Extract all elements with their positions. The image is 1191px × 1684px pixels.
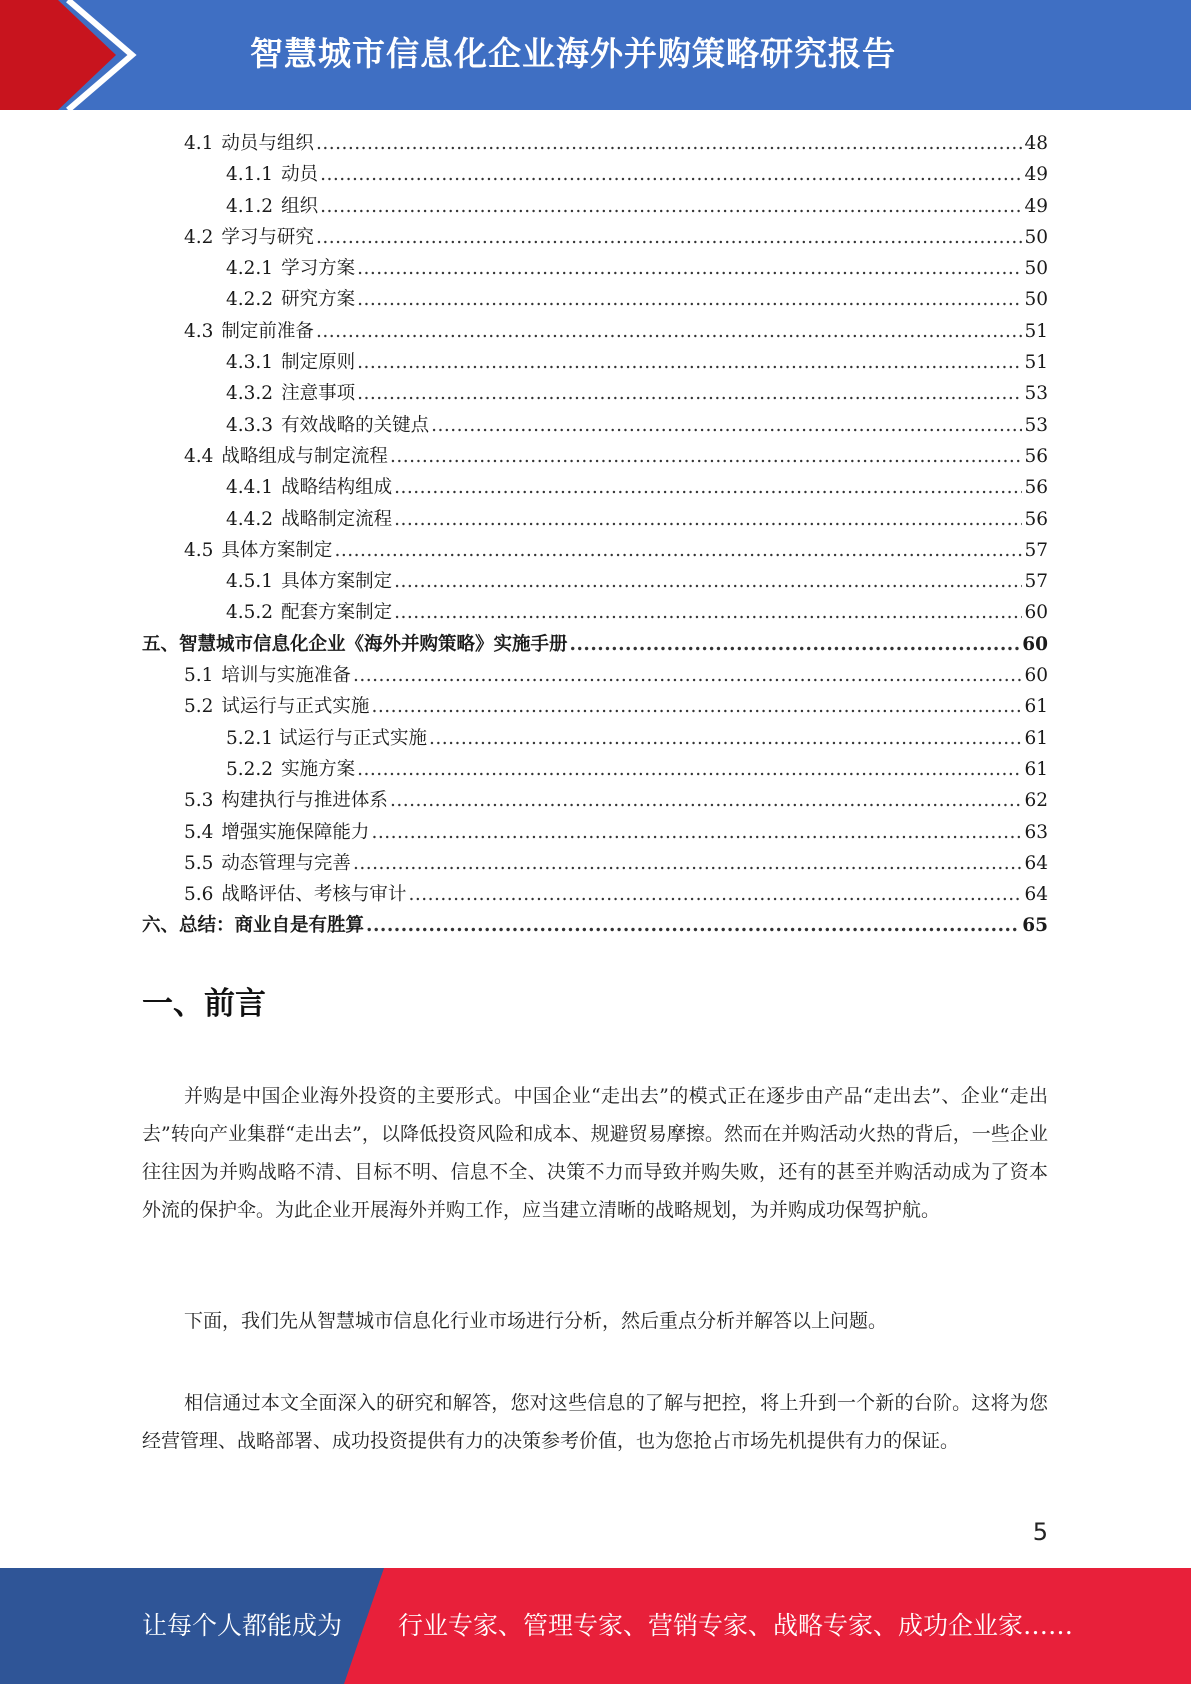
toc-dot-leader [366,910,1020,941]
toc-dot-leader [334,535,1022,566]
toc-entry[interactable] [142,222,1048,253]
toc-entry-number: 4.4 [184,445,214,467]
toc-entry-title: 学习方案 [281,258,356,280]
toc-entry[interactable] [142,191,1048,222]
toc-dot-leader [394,566,1022,597]
toc-entry[interactable] [142,504,1048,535]
toc-entry-page: 61 [1024,696,1048,718]
toc-entry-number: 4.3.3 [226,414,274,436]
toc-entry[interactable] [142,284,1048,315]
toc-entry-title: 战略结构组成 [281,477,393,499]
toc-entry-number: 4.2.2 [226,289,274,311]
toc-entry-page: 61 [1024,727,1048,749]
toc-dot-leader [353,848,1023,879]
toc-entry-number: 5.5 [184,852,214,874]
toc-dot-leader [357,284,1022,315]
toc-dot-leader [316,222,1023,253]
toc-entry-number: 5.2 [184,696,214,718]
toc-entry[interactable] [142,410,1048,441]
toc-entry-title: 研究方案 [281,289,356,311]
toc-entry-page: 51 [1024,352,1048,374]
toc-dot-leader [316,316,1023,347]
toc-dot-leader [570,629,1021,660]
toc-entry-title: 制定原则 [281,352,356,374]
toc-dot-leader [371,691,1022,722]
toc-entry[interactable] [142,785,1048,816]
toc-entry-number: 4.4.2 [226,508,274,530]
toc-entry[interactable] [142,347,1048,378]
toc-dot-leader [357,253,1022,284]
toc-entry-page: 50 [1024,258,1048,280]
toc-entry-page: 60 [1024,665,1048,687]
toc-entry-page: 56 [1024,445,1048,467]
toc-dot-leader [316,128,1023,159]
toc-entry-title: 五、智慧城市信息化企业《海外并购策略》实施手册 [142,633,568,655]
toc-entry[interactable] [142,754,1048,785]
footer-banner [0,1568,1191,1684]
header-red-chevron-icon [0,0,150,110]
toc-entry[interactable] [142,253,1048,284]
toc-dot-leader [357,347,1022,378]
toc-entry-number: 4.5.1 [226,571,274,593]
toc-entry-number: 4.2.1 [226,258,274,280]
toc-dot-leader [357,378,1022,409]
toc-dot-leader [394,504,1022,535]
table-of-contents [142,128,1048,942]
toc-entry-number: 5.6 [184,884,214,906]
toc-dot-leader [357,754,1022,785]
toc-entry-page: 49 [1024,164,1048,186]
toc-entry[interactable] [142,566,1048,597]
toc-dot-leader [431,410,1022,441]
header-banner [0,0,1191,110]
toc-entry-title: 增强实施保障能力 [221,821,370,843]
toc-entry-page: 61 [1024,758,1048,780]
toc-entry-number: 4.1.2 [226,195,274,217]
toc-entry-number: 4.2 [184,226,214,248]
report-title: 智慧城市信息化企业海外并购策略研究报告 [250,34,896,73]
toc-entry-number: 4.3 [184,320,214,342]
toc-entry-title: 战略评估、考核与审计 [221,884,407,906]
toc-dot-leader [394,597,1022,628]
toc-entry[interactable] [142,472,1048,503]
toc-entry[interactable] [142,660,1048,691]
toc-entry-title: 5.2.1 试运行与正式实施 [226,727,427,749]
toc-entry-number: 4.1 [184,133,214,154]
toc-entry[interactable] [142,848,1048,879]
toc-entry[interactable] [142,159,1048,190]
page-number: 5 [1032,1518,1048,1546]
toc-entry-number: 4.5 [184,539,214,561]
toc-dot-leader [371,817,1022,848]
toc-entry-title: 战略制定流程 [281,508,393,530]
toc-entry-number: 4.3.1 [226,352,274,374]
toc-entry-title: 六、总结：商业自是有胜算 [142,915,365,937]
toc-entry[interactable] [142,316,1048,347]
toc-entry[interactable] [142,910,1048,941]
toc-dot-leader [408,879,1022,910]
toc-dot-leader [390,441,1023,472]
toc-entry[interactable] [142,378,1048,409]
toc-entry-page: 53 [1024,383,1048,405]
toc-entry-page: 62 [1024,790,1048,812]
footer-slogan-left: 让每个人都能成为 [142,1611,343,1640]
toc-entry-number: 4.1.1 [226,164,274,186]
toc-entry-page: 65 [1022,915,1048,937]
toc-entry-title: 制定前准备 [221,320,314,342]
toc-entry-number: 5.4 [184,821,214,843]
toc-entry-title: 具体方案制定 [281,571,393,593]
toc-entry-number: 4.3.2 [226,383,274,405]
toc-entry-title: 动员与组织 [221,133,314,154]
toc-entry-title: 战略组成与制定流程 [221,445,388,467]
toc-dot-leader [353,660,1023,691]
paragraph-1: 并购是中国企业海外投资的主要形式。中国企业“走出去”的模式正在逐步由产品“走出去”、企业“走出去”转向产业集群“走出去”，以降低投资风险和成本、规避贸易摩擦。然而在并购活动火热的背后，一些企业往往因为并购战略不清、目标不明、信息不全、决策不力而导致并购失败，还有的甚至并购活动成为了资本外流的保护伞。为此企业开展海外并购工作，应当建立清晰的战略规划，为并购成功保驾护航。 [142,1085,1048,1221]
footer-slogan-right: 行业专家、管理专家、营销专家、战略专家、成功企业家…… [398,1611,1074,1640]
toc-entry-title: 试运行与正式实施 [221,696,370,718]
toc-entry-title: 动态管理与完善 [221,852,351,874]
toc-entry-page: 60 [1024,602,1048,624]
toc-entry-title: 构建执行与推进体系 [221,790,388,812]
toc-entry-title: 动员 [281,164,319,186]
toc-entry-number: 5.2.2 [226,758,274,780]
toc-dot-leader [320,191,1022,222]
toc-entry-number: 5.1 [184,665,214,687]
toc-entry-page: 64 [1024,852,1048,874]
toc-entry-page: 49 [1024,195,1048,217]
toc-entry-number: 4.5.2 [226,602,274,624]
toc-entry[interactable] [142,691,1048,722]
toc-entry[interactable] [142,723,1048,754]
toc-entry-page: 51 [1024,320,1048,342]
toc-entry-page: 57 [1024,571,1048,593]
toc-entry-title: 注意事项 [281,383,356,405]
toc-entry-page: 53 [1024,414,1048,436]
toc-entry[interactable] [142,597,1048,628]
toc-dot-leader [390,785,1023,816]
toc-entry-page: 64 [1024,884,1048,906]
toc-entry-number: 4.4.1 [226,477,274,499]
toc-entry-page: 63 [1024,821,1048,843]
toc-entry-page: 48 [1024,133,1048,154]
toc-entry-page: 50 [1024,226,1048,248]
toc-entry[interactable] [142,629,1048,660]
toc-entry-title: 培训与实施准备 [221,665,351,687]
toc-dot-leader [320,159,1022,190]
toc-entry[interactable] [142,817,1048,848]
toc-entry-page: 56 [1024,508,1048,530]
toc-entry-page: 57 [1024,539,1048,561]
toc-entry-page: 60 [1022,633,1048,655]
toc-dot-leader [429,723,1022,754]
toc-dot-leader [394,472,1022,503]
toc-entry[interactable] [142,128,1048,159]
toc-entry-number: 5.3 [184,790,214,812]
toc-entry-page: 50 [1024,289,1048,311]
toc-entry-title: 实施方案 [281,758,356,780]
paragraph-3: 相信通过本文全面深入的研究和解答，您对这些信息的了解与把控，将上升到一个新的台阶。这将为您经营管理、战略部署、成功投资提供有力的决策参考价值，也为您抢占市场先机提供有力的保证。 [142,1392,1048,1452]
toc-entry-title: 具体方案制定 [221,539,333,561]
toc-entry[interactable] [142,879,1048,910]
toc-entry-title: 有效战略的关键点 [281,414,430,436]
toc-entry-page: 56 [1024,477,1048,499]
toc-entry[interactable] [142,535,1048,566]
toc-entry-title: 学习与研究 [221,226,314,248]
toc-entry[interactable] [142,441,1048,472]
paragraph-2: 下面，我们先从智慧城市信息化行业市场进行分析，然后重点分析并解答以上问题。 [184,1310,888,1332]
toc-entry-title: 组织 [281,195,319,217]
toc-entry-title: 配套方案制定 [281,602,393,624]
section-heading: 一、前言 [142,986,266,1022]
